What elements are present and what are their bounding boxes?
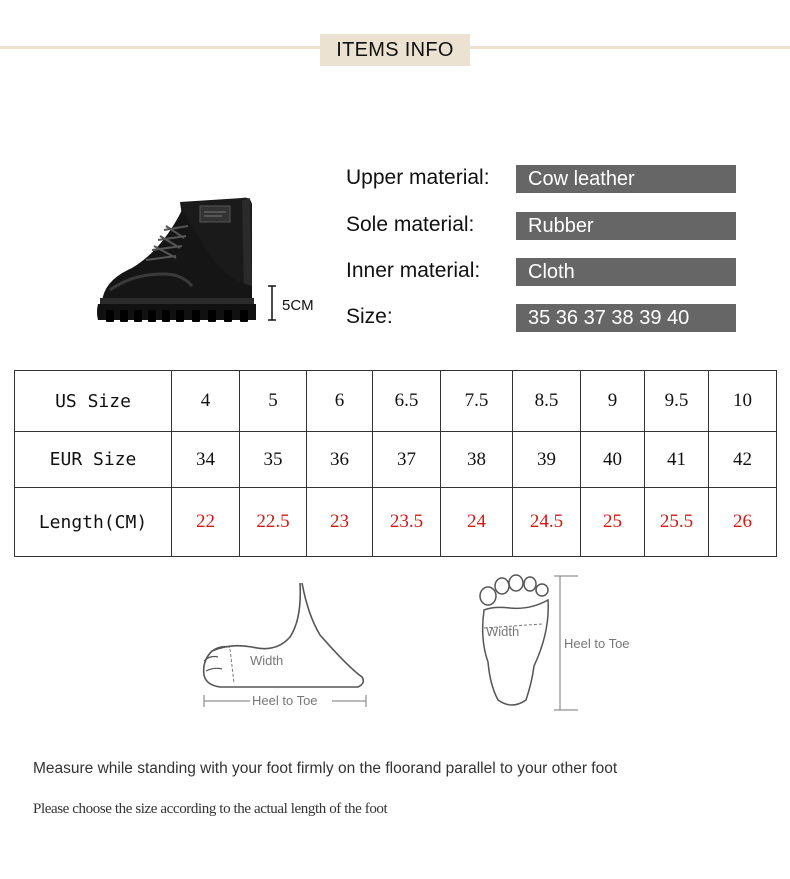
table-row-length <box>15 488 777 557</box>
table-cell: 41 <box>645 432 709 488</box>
boot-image <box>92 190 282 330</box>
size-chart-table <box>14 370 777 557</box>
section-title: ITEMS INFO <box>320 34 470 66</box>
table-cell: 22.5 <box>240 488 307 557</box>
side-length-label: Heel to Toe <box>252 693 318 708</box>
sole-material-value: Rubber <box>516 212 736 240</box>
table-cell: 25 <box>581 488 645 557</box>
inner-material-label: Inner material: <box>346 259 481 282</box>
table-cell: 40 <box>581 432 645 488</box>
table-cell: 7.5 <box>441 371 513 432</box>
side-width-label: Width <box>250 653 284 668</box>
heel-height-label: 5CM <box>282 297 314 314</box>
table-cell: 9 <box>581 371 645 432</box>
table-cell: 23 <box>307 488 373 557</box>
choose-size-note: Please choose the size according to the actual length of the foot <box>33 801 388 817</box>
table-cell: 36 <box>307 432 373 488</box>
table-cell: 24.5 <box>513 488 581 557</box>
table-cell: 8.5 <box>513 371 581 432</box>
size-label: Size: <box>346 305 393 328</box>
sole-width-label: Width <box>486 624 520 639</box>
foot-side-diagram <box>190 575 380 715</box>
table-cell: 34 <box>172 432 240 488</box>
table-cell: 37 <box>373 432 441 488</box>
measure-note: Measure while standing with your foot firmly on the floorand parallel to your other foot <box>33 760 618 777</box>
us-size-header: US Size <box>15 371 172 432</box>
table-cell: 24 <box>441 488 513 557</box>
table-cell: 25.5 <box>645 488 709 557</box>
foot-sole-diagram <box>470 570 650 715</box>
table-cell: 38 <box>441 432 513 488</box>
upper-material-value: Cow leather <box>516 165 736 193</box>
eur-size-header: EUR Size <box>15 432 172 488</box>
size-value: 35 36 37 38 39 40 <box>516 304 736 332</box>
table-cell: 6 <box>307 371 373 432</box>
table-cell: 4 <box>172 371 240 432</box>
table-cell: 10 <box>709 371 777 432</box>
header-rule-right <box>470 46 790 49</box>
table-cell: 35 <box>240 432 307 488</box>
table-cell: 42 <box>709 432 777 488</box>
table-cell: 9.5 <box>645 371 709 432</box>
table-cell: 26 <box>709 488 777 557</box>
header-rule-left <box>0 46 320 49</box>
length-header: Length(CM) <box>15 488 172 557</box>
table-row-us <box>15 371 777 432</box>
table-cell: 23.5 <box>373 488 441 557</box>
inner-material-value: Cloth <box>516 258 736 286</box>
table-cell: 22 <box>172 488 240 557</box>
table-cell: 5 <box>240 371 307 432</box>
upper-material-label: Upper material: <box>346 166 490 189</box>
sole-length-label: Heel to Toe <box>564 636 630 651</box>
table-cell: 39 <box>513 432 581 488</box>
table-row-eur <box>15 432 777 488</box>
sole-material-label: Sole material: <box>346 213 475 236</box>
table-cell: 6.5 <box>373 371 441 432</box>
